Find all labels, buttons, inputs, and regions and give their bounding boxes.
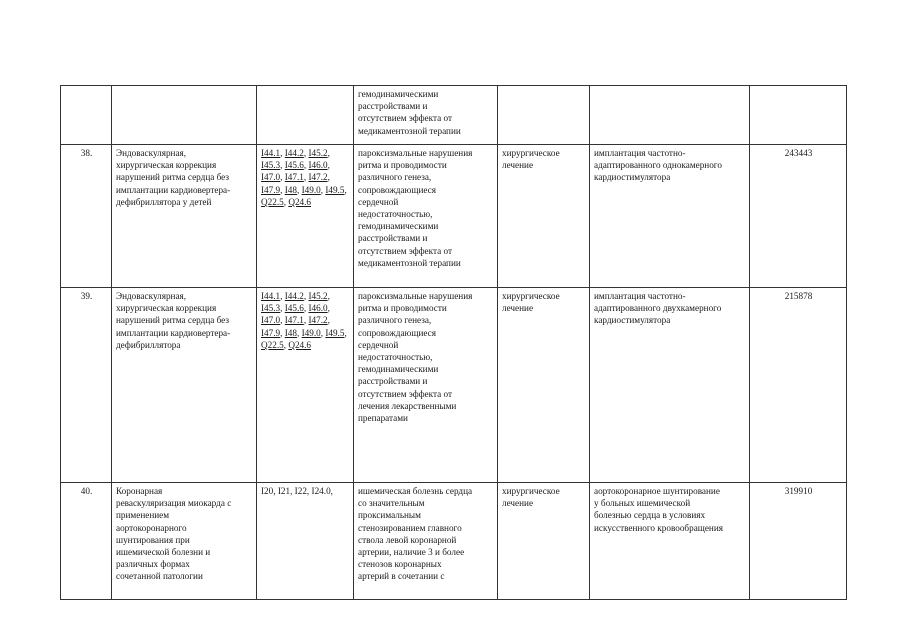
icd-code-link[interactable]: I47.2 [308,315,328,326]
icd-code-link[interactable]: I46.0 [308,160,328,171]
icd-code-link[interactable]: Q24.6 [288,196,312,207]
treatment-method: имплантация частотно- адаптированного однокамерного кардиостимулятора [590,145,750,288]
icd-code-link[interactable]: I45.2 [308,291,328,301]
icd-codes [257,483,354,600]
icd-code-link[interactable]: I45.6 [284,160,304,171]
treatment-method: имплантация частотно- адаптированного двухкамерного кардиостимулятора [590,288,750,483]
icd-codes [257,86,354,145]
price-value [750,86,847,145]
icd-code-link[interactable]: I49.5 [325,184,345,195]
icd-codes: I44.1, I44.2, I45.2, I45.3, I45.6, I46.0, I47.0, I47.1, I47.2, I47.9, I48, I49.0, I49.5, Q22.5, Q24.6 [257,145,354,288]
patient-model: пароксизмальные нарушения ритма и проводимости различного генеза, сопровождающиеся сердечной недостаточностью, гемодинамическими расстройствами и отсутствием эффекта от лечения лекарственными препаратами [354,288,498,483]
icd-code-link[interactable]: I49.0 [301,184,321,195]
icd-code-link[interactable]: I46.0 [308,303,328,314]
service-name: Эндоваскулярная, хирургическая коррекция нарушений ритма сердца без имплантации кардиовертера- дефибриллятора у детей [112,145,257,288]
icd-code-link[interactable]: Q24.6 [288,339,312,350]
treatment-type [498,86,590,145]
price-value: 215878 [750,288,847,483]
service-name [112,86,257,145]
row-number: 39. [61,288,112,483]
price-value: 243443 [750,145,847,288]
patient-model: пароксизмальные нарушения ритма и проводимости различного генеза, сопровождающиеся сердечной недостаточностью, гемодинамическими расстройствами и отсутствием эффекта от медикаментозной терапии [354,145,498,288]
patient-model: гемодинамическими расстройствами и отсутствием эффекта от медикаментозной терапии [354,86,498,145]
service-name: Коронарная реваскуляризация миокарда с применением аортокоронарного шунтирования при ишемической болезни и различных формах сочетанной патологии [112,483,257,600]
table-row [61,145,847,288]
icd-code-link[interactable]: Q22.5 [261,196,284,207]
icd-code-link[interactable]: I45.3 [261,303,281,314]
icd-code-link[interactable]: I47.2 [308,172,328,183]
icd-code-link[interactable]: Q22.5 [261,339,284,350]
row-number: 40. [61,483,112,600]
treatment-type: хирургическое лечение [498,483,590,600]
icd-code-link[interactable]: I47.9 [261,327,281,338]
table-row [61,483,847,600]
icd-code-link[interactable]: I45.6 [284,303,304,314]
icd-code-link[interactable]: I47.0 [261,315,281,326]
icd-code-link[interactable]: I45.3 [261,160,281,171]
treatment-type: хирургическое лечение [498,288,590,483]
table-row [61,86,847,145]
icd-code-link[interactable]: I47.9 [261,184,281,195]
price-value: 319910 [750,483,847,600]
medical-services-table [60,85,847,600]
icd-codes: I44.1, I44.2, I45.2, I45.3, I45.6, I46.0, I47.0, I47.1, I47.2, I47.9, I48, I49.0, I49.5, Q22.5, Q24.6 [257,288,354,483]
service-name: Эндоваскулярная, хирургическая коррекция нарушений ритма сердца без имплантации кардиовертера- дефибриллятора [112,288,257,483]
row-number: 38. [61,145,112,288]
icd-code-link[interactable]: I48 [284,184,297,195]
icd-code-link[interactable]: I47.1 [284,172,304,183]
icd-code-link[interactable]: I49.5 [325,327,345,338]
icd-code-link[interactable]: I44.1 [261,148,281,158]
icd-code-link[interactable]: I44.2 [284,148,304,158]
row-number [61,86,112,145]
icd-code-link[interactable]: I49.0 [301,327,321,338]
icd-codes-text: I20, I21, I22, I24.0, [261,486,333,496]
treatment-method [590,86,750,145]
table-row [61,288,847,483]
patient-model: ишемическая болезнь сердца со значительным проксимальным стенозированием главного ствола левой коронарной артерии, наличие 3 и более стенозов коронарных артерий в сочетании с [354,483,498,600]
icd-code-link[interactable]: I44.2 [284,291,304,301]
treatment-method: аортокоронарное шунтирование у больных ишемической болезнью сердца в условиях искусственного кровообращения [590,483,750,600]
icd-code-link[interactable]: I47.1 [284,315,304,326]
icd-code-link[interactable]: I48 [284,327,297,338]
icd-code-link[interactable]: I45.2 [308,148,328,158]
treatment-type: хирургическое лечение [498,145,590,288]
icd-code-link[interactable]: I44.1 [261,291,281,301]
icd-code-link[interactable]: I47.0 [261,172,281,183]
